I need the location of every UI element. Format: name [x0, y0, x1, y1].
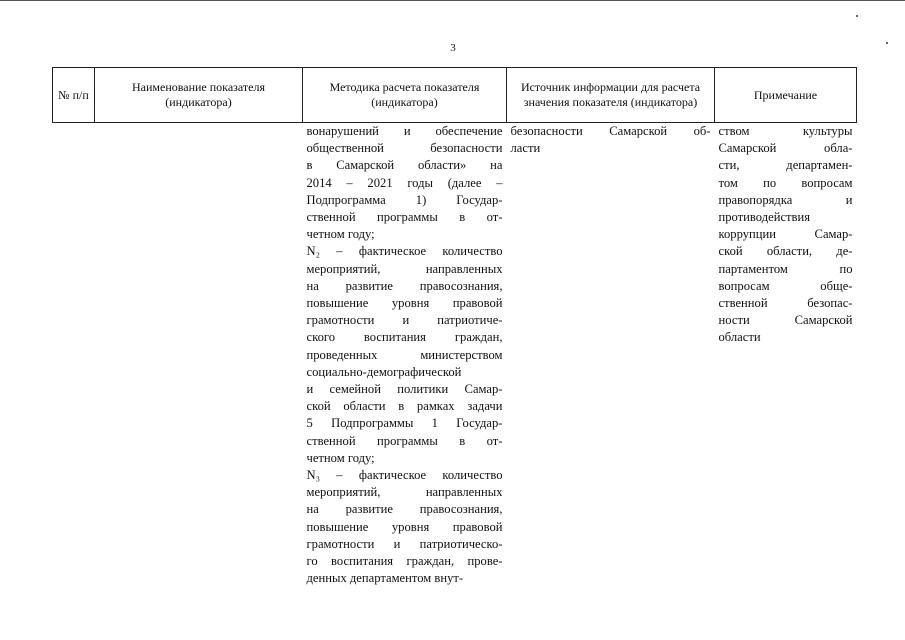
method-text-line: четном году;	[306, 450, 375, 465]
method-text-line: четном году;	[306, 227, 375, 242]
method-text-line: грамотности и патриотическо-	[306, 536, 503, 551]
cell-indicator-name	[95, 123, 303, 588]
method-text-line: повышение уровня правовой	[306, 519, 503, 534]
scan-speck	[886, 42, 888, 44]
method-text-line: грамотности и патриотиче-	[306, 313, 503, 328]
method-text-line: повышение уровня правовой	[306, 296, 503, 311]
source-text-line: безопасности Самарской об-	[510, 124, 711, 138]
method-text-line: 2014 – 2021 годы (далее –	[306, 175, 503, 190]
method-text-line: мероприятий, направленных	[306, 485, 503, 500]
method-text-line: ственной программы в от-	[306, 210, 503, 225]
method-text-line: 5 Подпрограммы 1 Государ-	[306, 416, 503, 431]
method-text-line: проведенных министерством	[306, 347, 503, 362]
cell-note	[715, 123, 857, 588]
note-text-line: ности Самарской	[718, 313, 853, 328]
method-text-line: на развитие правосознания,	[306, 502, 503, 517]
cell-information-source	[507, 123, 715, 588]
note-text-line: правопорядка и	[718, 192, 853, 207]
header-note: Примечание	[715, 68, 857, 123]
header-number: № п/п	[53, 68, 95, 123]
note-text-line: противодействия	[718, 210, 811, 225]
table-header-row	[53, 68, 857, 123]
header-calculation-method: Методика расчета показателя (индикатора)	[303, 68, 507, 123]
method-text-line: общественной безопасности	[306, 141, 503, 156]
note-text-line: Самарской обла-	[718, 141, 853, 156]
note-text-line: ственной безопас-	[718, 296, 853, 311]
method-text-line: мероприятий, направленных	[306, 261, 503, 276]
note-text-line: ской области, де-	[718, 244, 853, 259]
method-text-line: в Самарской области» на	[306, 158, 503, 173]
method-text-line: и семейной политики Самар-	[306, 382, 503, 397]
page-top-edge	[0, 0, 905, 1]
cell-calculation-method	[303, 123, 507, 588]
note-text-line: ством культуры	[718, 124, 853, 138]
method-text-line: ской области в рамках задачи	[306, 399, 503, 414]
note-text-line: том по вопросам	[718, 175, 853, 190]
note-text-line: коррупции Самар-	[718, 227, 853, 242]
note-text-line: области	[718, 330, 761, 345]
note-text-line: сти, департамен-	[718, 158, 853, 173]
table-row	[53, 123, 857, 588]
method-text-line: го воспитания граждан, прове-	[306, 554, 503, 569]
method-text-line: вонарушений и обеспечение	[306, 124, 503, 138]
method-text-line: Подпрограмма 1) Государ-	[306, 192, 503, 207]
header-information-source: Источник информации для расчета значения показателя (индикатора)	[507, 68, 715, 123]
method-text-line: социально-демографической	[306, 364, 462, 379]
page-number: 3	[450, 42, 456, 54]
note-text-line: вопросам обще-	[718, 278, 853, 293]
indicator-table	[52, 67, 857, 587]
source-text-line: ласти	[510, 141, 541, 156]
method-text-line: денных департаментом внут-	[306, 571, 464, 586]
method-text-line: N₃ – фактическое количество	[306, 468, 503, 483]
note-text-line: партаментом по	[718, 261, 853, 276]
header-indicator-name: Наименование показателя (индикатора)	[95, 68, 303, 123]
cell-number	[53, 123, 95, 588]
method-text-line: на развитие правосознания,	[306, 278, 503, 293]
method-text-line: ского воспитания граждан,	[306, 330, 503, 345]
method-text-line: ственной программы в от-	[306, 433, 503, 448]
scan-speck	[856, 15, 858, 17]
method-text-line: N₂ – фактическое количество	[306, 244, 503, 259]
